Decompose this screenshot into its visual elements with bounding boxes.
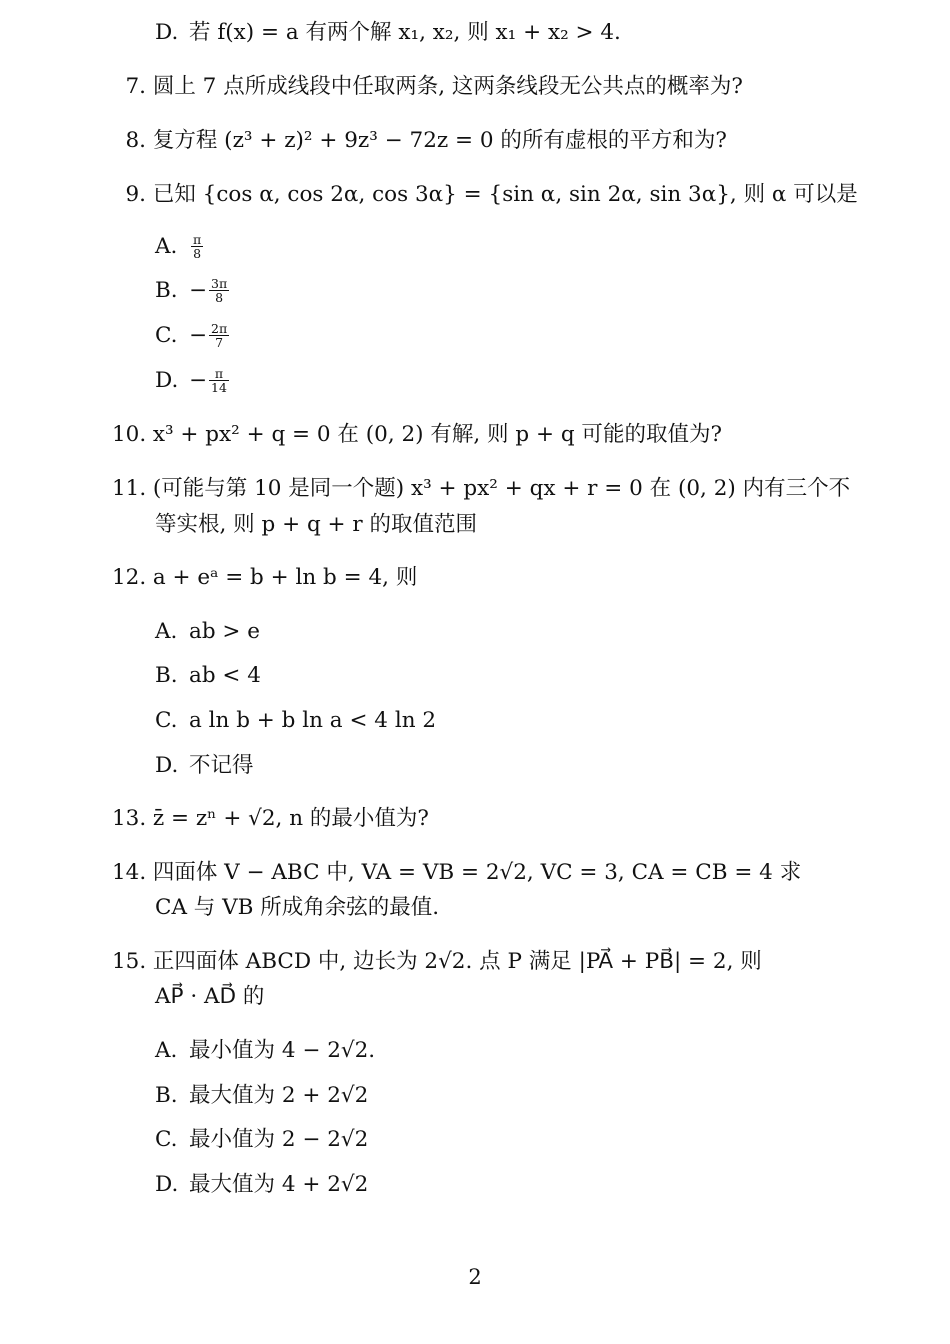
question-number: 7.: [125, 74, 146, 99]
question-number: 14.: [112, 860, 147, 885]
option-sign: −: [189, 323, 208, 348]
question-text: 复方程 (z³ + z)² + 9z³ − 72z = 0 的所有虚根的平方和为?: [152, 128, 727, 153]
option-letter: D.: [155, 20, 179, 45]
question-text: a + eᵃ = b + ln b = 4, 则: [152, 565, 418, 590]
option-d-prev: [155, 18, 621, 48]
q9-option-c: [155, 321, 231, 351]
option-text: 不记得: [189, 753, 254, 778]
question-number: 9.: [125, 182, 146, 207]
option-letter: D.: [155, 753, 179, 778]
page-number: 2: [468, 1265, 482, 1289]
option-letter: A.: [155, 619, 178, 644]
question-text-line1: 正四面体 ABCD 中, 边长为 2√2. 点 P 满足 |PA⃗ + PB⃗| = 2, 则: [152, 949, 762, 974]
option-letter: A.: [155, 1038, 178, 1063]
question-14: [112, 858, 801, 888]
option-letter: B.: [155, 663, 178, 688]
question-15: [112, 947, 762, 977]
q9-option-a: [155, 232, 205, 262]
question-text-line2: 等实根, 则 p + q + r 的取值范围: [155, 512, 478, 537]
fraction-numerator: 2π: [211, 320, 228, 336]
option-text: 最小值为 4 − 2√2.: [189, 1038, 376, 1063]
question-number: 10.: [112, 422, 147, 447]
fraction: [191, 233, 203, 260]
option-text: 最大值为 4 + 2√2: [189, 1172, 369, 1197]
question-12: [112, 563, 417, 593]
option-text: 最小值为 2 − 2√2: [189, 1127, 369, 1152]
question-number: 8.: [125, 128, 146, 153]
question-text: 已知 {cos α, cos 2α, cos 3α} = {sin α, sin 2α, sin 3α}, 则 α 可以是: [152, 182, 858, 207]
option-letter: A.: [155, 234, 178, 259]
option-letter: D.: [155, 1172, 179, 1197]
q12-option-c: [155, 706, 436, 736]
question-9: [122, 180, 858, 210]
q15-option-c: [155, 1125, 368, 1155]
question-text-line2: AP⃗ · AD⃗ 的: [155, 984, 265, 1009]
q9-option-d: [155, 366, 231, 396]
option-text: a ln b + b ln a < 4 ln 2: [189, 708, 437, 733]
question-text: 圆上 7 点所成线段中任取两条, 这两条线段无公共点的概率为?: [152, 74, 743, 99]
question-10: [112, 420, 722, 450]
fraction-numerator: 3π: [211, 275, 228, 291]
q12-option-b: [155, 661, 261, 691]
question-14-continued: [155, 893, 439, 923]
question-11: [112, 474, 850, 504]
option-text: ab < 4: [189, 663, 261, 688]
fraction-denominator: 7: [215, 334, 224, 350]
fraction-denominator: 14: [211, 379, 227, 395]
q12-option-d: [155, 751, 254, 781]
option-sign: −: [189, 368, 208, 393]
fraction-denominator: 8: [193, 245, 202, 261]
q9-option-b: [155, 276, 231, 306]
fraction: [209, 277, 229, 304]
question-7: [122, 72, 743, 102]
question-text-line2: CA 与 VB 所成角余弦的最值.: [155, 895, 440, 920]
question-number: 11.: [112, 476, 147, 501]
option-letter: C.: [155, 323, 178, 348]
question-15-continued: [155, 982, 264, 1012]
option-text: 若 f(x) = a 有两个解 x₁, x₂, 则 x₁ + x₂ > 4.: [189, 20, 621, 45]
question-8: [122, 126, 727, 156]
question-text: x³ + px² + q = 0 在 (0, 2) 有解, 则 p + q 可能的取值为?: [152, 422, 722, 447]
option-sign: −: [189, 278, 208, 303]
question-number: 15.: [112, 949, 147, 974]
question-11-continued: [155, 510, 477, 540]
option-text: ab > e: [189, 619, 260, 644]
question-text: z̄ = zⁿ + √2, n 的最小值为?: [152, 806, 429, 831]
option-letter: D.: [155, 368, 179, 393]
option-letter: B.: [155, 1083, 178, 1108]
question-number: 12.: [112, 565, 147, 590]
q15-option-b: [155, 1081, 368, 1111]
fraction: [209, 322, 229, 349]
question-text-line1: (可能与第 10 是同一个题) x³ + px² + qx + r = 0 在 (0, 2) 内有三个不: [152, 476, 851, 501]
question-13: [112, 804, 429, 834]
option-text: 最大值为 2 + 2√2: [189, 1083, 369, 1108]
fraction-numerator: π: [193, 231, 202, 247]
fraction: [209, 367, 229, 394]
question-text-line1: 四面体 V − ABC 中, VA = VB = 2√2, VC = 3, CA = CB = 4 求: [152, 860, 802, 885]
option-letter: C.: [155, 1127, 178, 1152]
q15-option-d: [155, 1170, 368, 1200]
option-letter: B.: [155, 278, 178, 303]
q12-option-a: [155, 617, 260, 647]
fraction-numerator: π: [209, 367, 229, 381]
question-number: 13.: [112, 806, 147, 831]
q15-option-a: [155, 1036, 375, 1066]
option-letter: C.: [155, 708, 178, 733]
fraction-denominator: 8: [215, 289, 224, 305]
